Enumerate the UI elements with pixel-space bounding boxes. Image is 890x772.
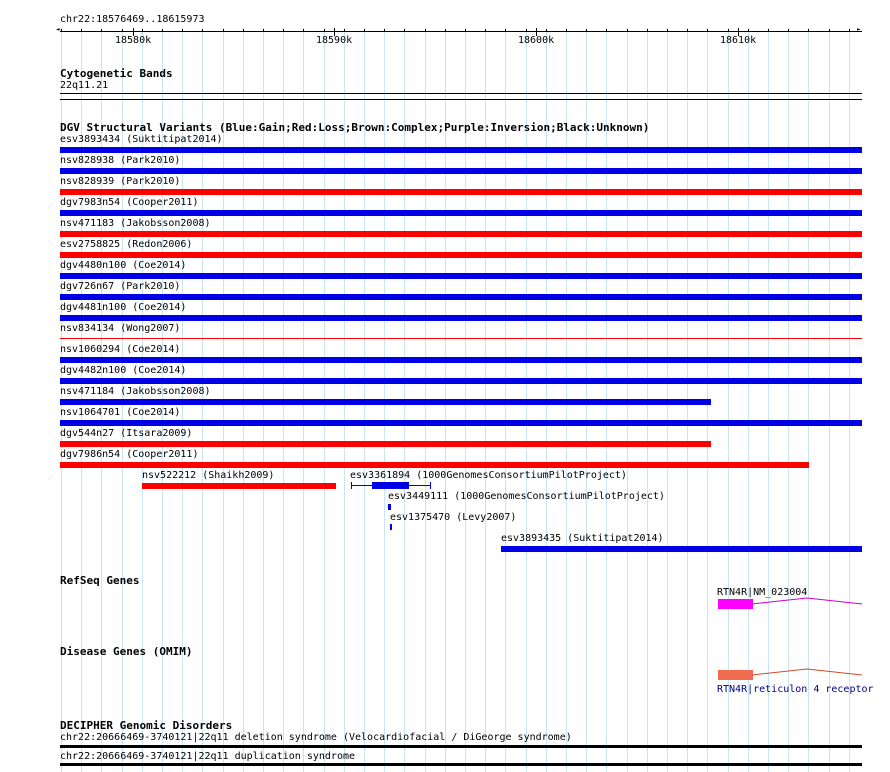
ruler-tick-label: 18610k — [720, 35, 757, 46]
decipher-track-title: DECIPHER Genomic Disorders — [60, 719, 233, 732]
variant-bar[interactable] — [60, 189, 862, 195]
grid-line — [849, 28, 850, 772]
ruler-minor-tick — [465, 29, 466, 32]
cytoband-track-title: Cytogenetic Bands — [60, 67, 173, 80]
grid-line — [768, 28, 769, 772]
ruler-minor-tick — [627, 29, 628, 32]
variant-bar[interactable] — [388, 504, 391, 510]
cytoband-line-bottom — [60, 99, 862, 100]
decipher-item-bar[interactable] — [60, 763, 862, 766]
ruler-minor-tick — [263, 29, 264, 32]
ruler-minor-tick — [687, 29, 688, 32]
omim-gene-intron[interactable] — [752, 667, 864, 679]
omim-gene-label[interactable]: RTN4R|reticulon 4 receptor — [717, 684, 874, 695]
variant-label[interactable]: nsv828939 (Park2010) — [60, 176, 181, 187]
variant-bar[interactable] — [60, 294, 862, 300]
variant-label[interactable]: esv2758825 (Redon2006) — [60, 239, 193, 250]
variant-bar[interactable] — [60, 210, 862, 216]
variant-bar[interactable] — [372, 482, 409, 489]
decipher-item-label[interactable]: chr22:20666469-3740121|22q11 duplication syndrome — [60, 751, 356, 762]
variant-bar[interactable] — [60, 147, 862, 153]
ruler-minor-tick — [202, 29, 203, 32]
variant-bar[interactable] — [60, 462, 809, 468]
ruler-tick-label: 18580k — [115, 35, 152, 46]
ruler-minor-tick — [586, 29, 587, 32]
ruler-minor-tick — [748, 29, 749, 32]
variant-bar[interactable] — [390, 524, 392, 530]
refseq-gene-exon[interactable] — [718, 599, 753, 609]
ruler-minor-tick — [223, 29, 224, 32]
variant-label[interactable]: nsv471183 (Jakobsson2008) — [60, 218, 211, 229]
variant-label[interactable]: dgv544n27 (Itsara2009) — [60, 428, 193, 439]
variant-bar[interactable] — [142, 483, 336, 489]
grid-line — [728, 28, 729, 772]
variant-label[interactable]: esv1375470 (Levy2007) — [390, 512, 517, 523]
variant-label[interactable]: esv3361894 (1000GenomesConsortiumPilotProject) — [350, 470, 627, 481]
ruler-minor-tick — [162, 29, 163, 32]
variant-bar[interactable] — [60, 252, 862, 258]
variant-label[interactable]: esv3893434 (Suktitipat2014) — [60, 134, 223, 145]
location-label: chr22:18576469..18615973 — [60, 14, 205, 25]
ruler-minor-tick — [101, 29, 102, 32]
grid-line — [748, 28, 749, 772]
variant-label[interactable]: esv3893435 (Suktitipat2014) — [501, 533, 664, 544]
variant-bar[interactable] — [60, 399, 711, 405]
ruler-minor-tick — [384, 29, 385, 32]
variant-label[interactable]: esv3449111 (1000GenomesConsortiumPilotProject) — [388, 491, 665, 502]
variant-label[interactable]: nsv834134 (Wong2007) — [60, 323, 181, 334]
variant-label[interactable]: nsv471184 (Jakobsson2008) — [60, 386, 211, 397]
ruler-minor-tick — [61, 29, 62, 32]
variant-bar[interactable] — [60, 420, 862, 426]
variant-bar[interactable] — [60, 378, 862, 384]
ruler-tick-label: 18590k — [316, 35, 353, 46]
variant-label[interactable]: dgv726n67 (Park2010) — [60, 281, 181, 292]
grid-line — [788, 28, 789, 772]
variant-bar[interactable] — [60, 357, 862, 363]
ruler-left-arrow-icon: ◄ — [56, 26, 60, 33]
variant-bar[interactable] — [60, 315, 862, 321]
ruler-minor-tick — [505, 29, 506, 32]
ruler-tick-label: 18600k — [518, 35, 555, 46]
ruler-minor-tick — [788, 29, 789, 32]
ruler-minor-tick — [243, 29, 244, 32]
ruler-minor-tick — [707, 29, 708, 32]
variant-label[interactable]: dgv7983n54 (Cooper2011) — [60, 197, 199, 208]
refseq-track-title: RefSeq Genes — [60, 574, 140, 587]
ruler-minor-tick — [808, 29, 809, 32]
ruler-minor-tick — [526, 29, 527, 32]
ruler-minor-tick — [485, 29, 486, 32]
variant-label[interactable]: dgv7986n54 (Cooper2011) — [60, 449, 199, 460]
cytoband-label[interactable]: 22q11.21 — [60, 80, 109, 91]
ruler-minor-tick — [768, 29, 769, 32]
ruler-line — [60, 31, 862, 32]
ruler-minor-tick — [122, 29, 123, 32]
ruler-minor-tick — [142, 29, 143, 32]
variant-bar[interactable] — [60, 273, 862, 279]
decipher-item-label[interactable]: chr22:20666469-3740121|22q11 deletion syndrome (Velocardiofacial / DiGeorge syndrome) — [60, 732, 572, 743]
ruler-minor-tick — [728, 29, 729, 32]
omim-track-title: Disease Genes (OMIM) — [60, 645, 193, 658]
ruler-minor-tick — [849, 29, 850, 32]
ruler-minor-tick — [566, 29, 567, 32]
variant-label[interactable]: dgv4481n100 (Coe2014) — [60, 302, 187, 313]
ruler-minor-tick — [81, 29, 82, 32]
ruler-minor-tick — [546, 29, 547, 32]
ruler-minor-tick — [425, 29, 426, 32]
ruler-minor-tick — [829, 29, 830, 32]
variant-bar[interactable] — [60, 441, 711, 447]
variant-label[interactable]: nsv828938 (Park2010) — [60, 155, 181, 166]
variant-label[interactable]: nsv1064701 (Coe2014) — [60, 407, 181, 418]
ruler-right-arrow-icon: ► — [857, 26, 861, 33]
ruler-minor-tick — [667, 29, 668, 32]
variant-label[interactable]: nsv1060294 (Coe2014) — [60, 344, 181, 355]
variant-bar[interactable] — [60, 338, 862, 339]
dgv-track-title: DGV Structural Variants (Blue:Gain;Red:Loss;Brown:Complex;Purple:Inversion;Black:Unknown) — [60, 121, 650, 134]
grid-line — [829, 28, 830, 772]
variant-end-cap[interactable] — [430, 482, 431, 489]
ruler-minor-tick — [647, 29, 648, 32]
omim-gene-exon[interactable] — [718, 670, 753, 680]
variant-label[interactable]: nsv522212 (Shaikh2009) — [142, 470, 275, 481]
variant-bar[interactable] — [501, 546, 862, 552]
grid-line — [808, 28, 809, 772]
variant-bar[interactable] — [60, 231, 862, 237]
variant-label[interactable]: dgv4480n100 (Coe2014) — [60, 260, 187, 271]
ruler-minor-tick — [404, 29, 405, 32]
ruler-minor-tick — [445, 29, 446, 32]
ruler-minor-tick — [182, 29, 183, 32]
variant-end-cap[interactable] — [351, 482, 352, 489]
ruler-minor-tick — [344, 29, 345, 32]
ruler-minor-tick — [303, 29, 304, 32]
variant-bar[interactable] — [60, 168, 862, 174]
cytoband-line-top — [60, 93, 862, 94]
ruler-minor-tick — [324, 29, 325, 32]
variant-label[interactable]: dgv4482n100 (Coe2014) — [60, 365, 187, 376]
refseq-gene-intron[interactable] — [752, 596, 864, 608]
ruler-minor-tick — [364, 29, 365, 32]
refseq-gene-label[interactable]: RTN4R|NM_023004 — [717, 587, 808, 598]
ruler-minor-tick — [606, 29, 607, 32]
decipher-item-bar[interactable] — [60, 745, 862, 748]
ruler-minor-tick — [283, 29, 284, 32]
